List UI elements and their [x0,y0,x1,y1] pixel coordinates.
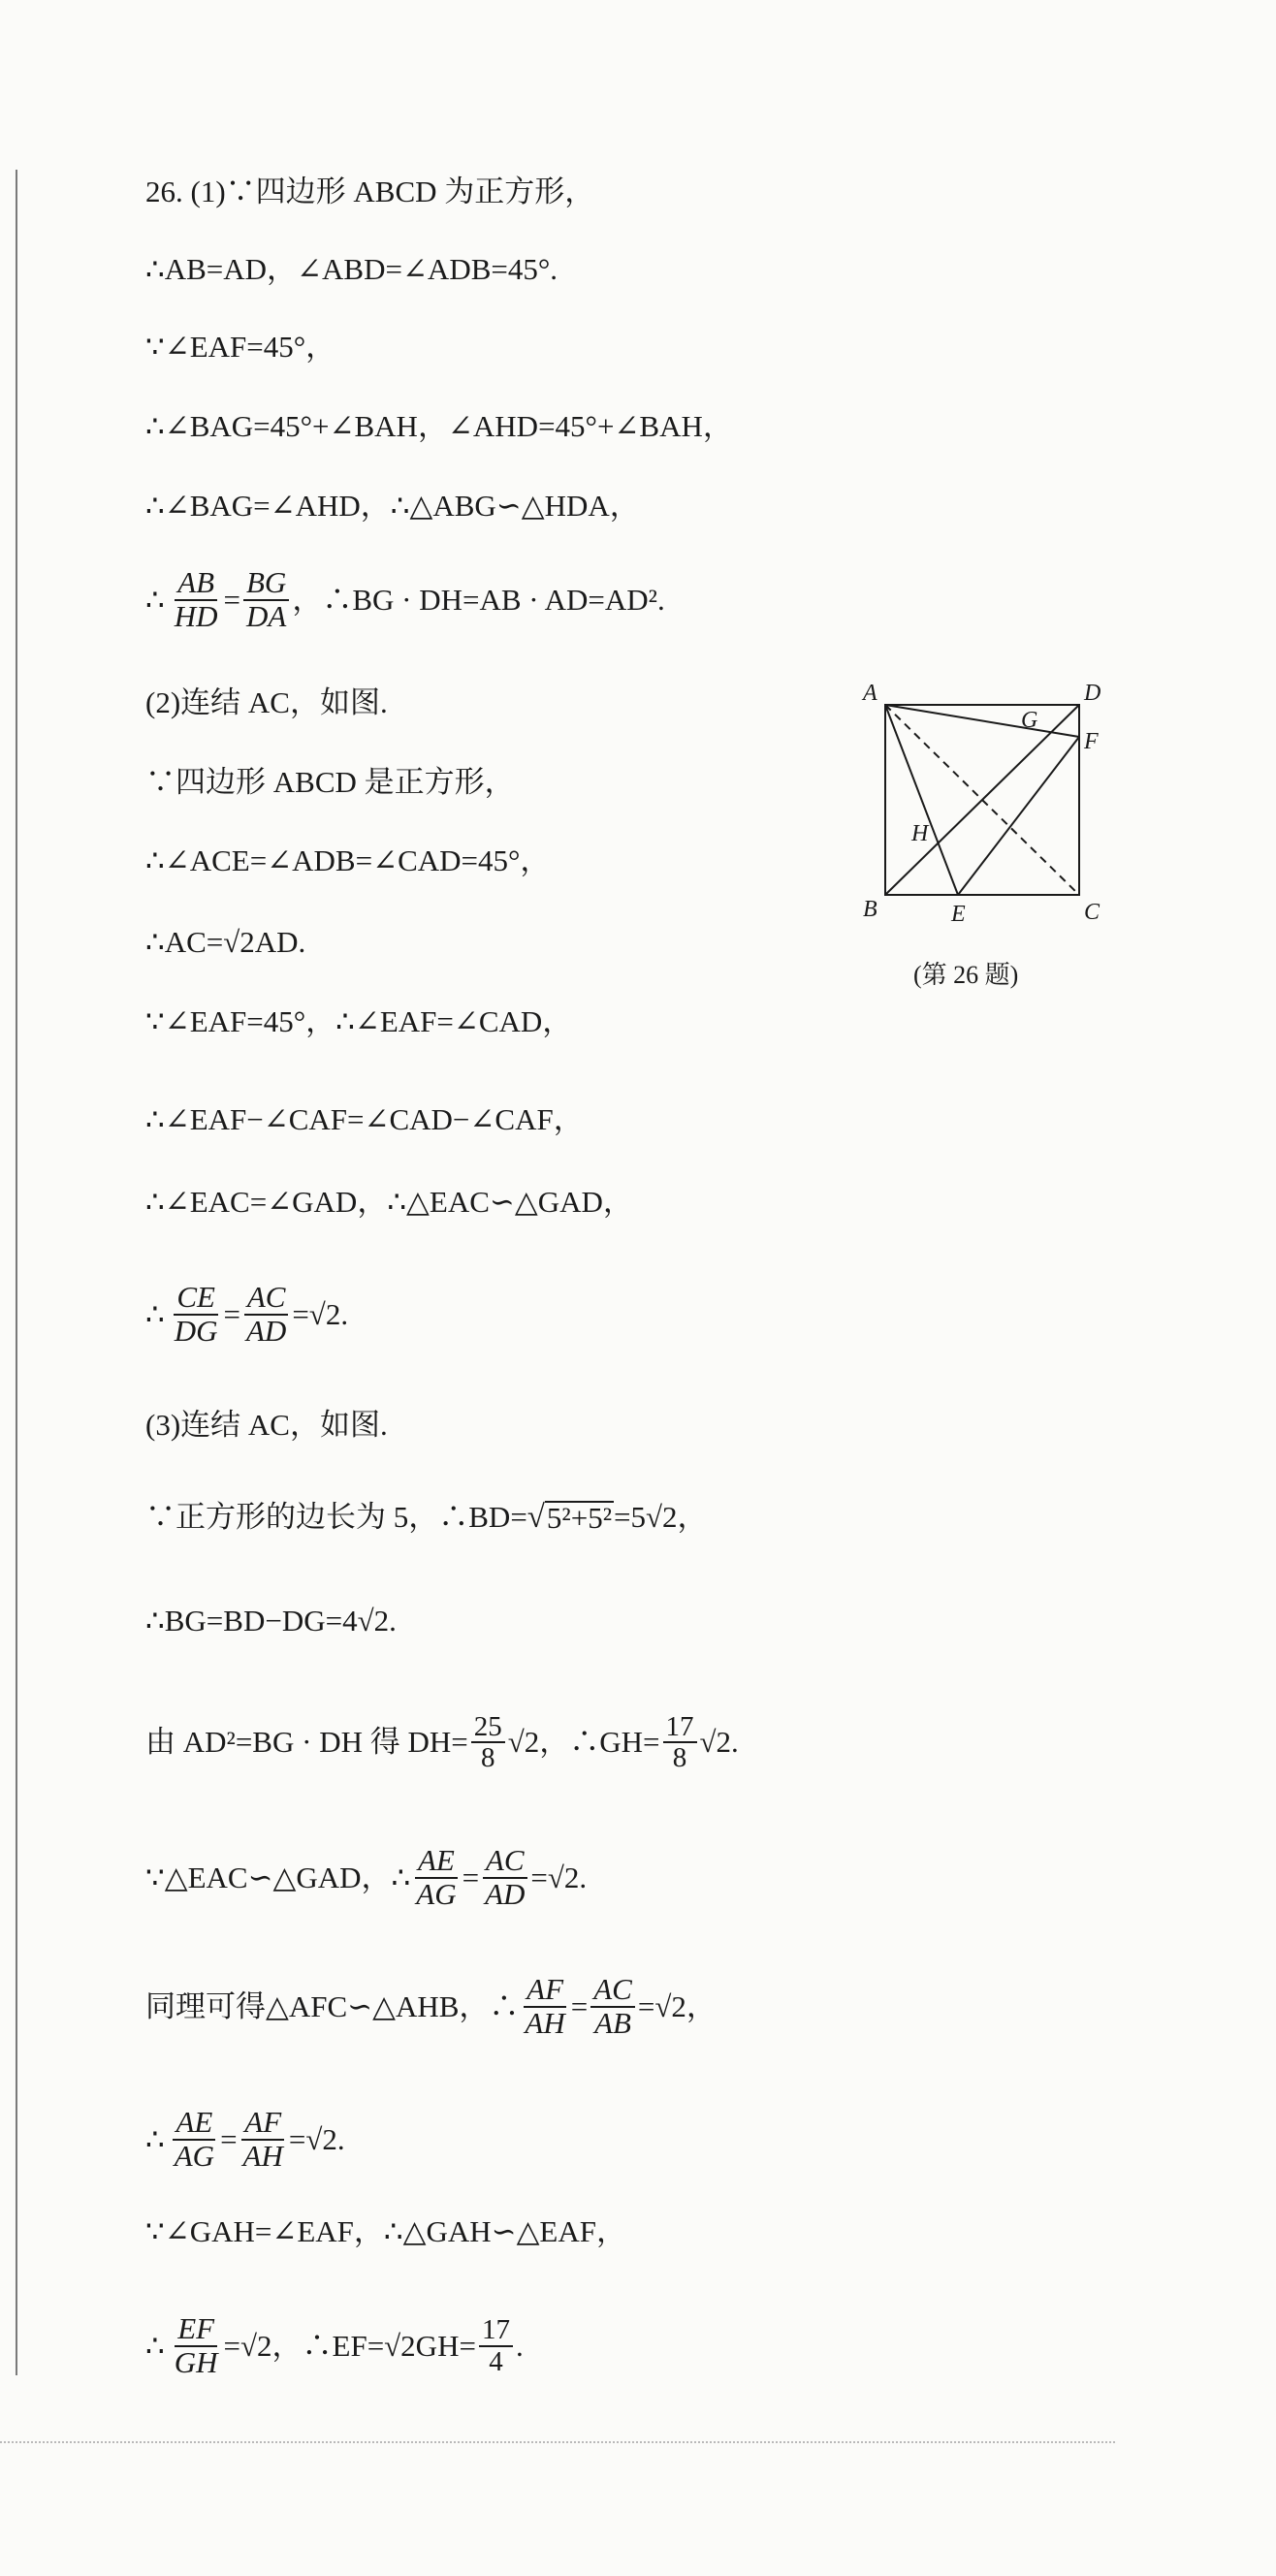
label-f: F [1084,729,1099,754]
therefore-symbol: ∴ [145,1296,165,1331]
equals-sign: = [220,2121,238,2156]
part1-text-4: ∴∠BAG=∠AHD，∴△ABG∽△HDA， [145,489,640,523]
fraction-numerator: AF [524,1974,566,2008]
sqrt-expression [527,1501,614,1535]
part2-text-1: (2)连结 AC，如图. [145,685,388,719]
part2-line-6 [145,1100,584,1139]
part3-ratio2-line [145,1974,717,2039]
segment-ef [958,737,1079,895]
label-a: A [863,681,877,706]
fraction-numerator: AC [244,1282,289,1316]
part1-line-3 [145,407,733,446]
bg-line-text: ∴BG=BD−DG=4√2. [145,1604,397,1638]
part2-line-3 [145,842,550,880]
fraction-numerator: AE [415,1845,458,1879]
therefore-symbol: ∴ [145,2121,165,2156]
part3-bg-line [145,1602,397,1640]
part2-line-4 [145,923,305,962]
fraction-numerator: AC [483,1845,527,1879]
part1-line-1 [145,250,558,289]
fraction-denominator: AB [594,2005,631,2040]
part2-text-5: ∵∠EAF=45°，∴∠EAF=∠CAD， [145,1004,573,1038]
fraction-numerator: CE [174,1282,218,1316]
fraction-17-8 [663,1712,697,1773]
fraction-numerator: EF [175,2313,217,2347]
radicand: 5²+5² [546,1500,612,1535]
fraction-denominator: AG [174,2138,215,2173]
part3-ratio1-line [145,1845,587,1910]
final-post: . [515,2328,524,2363]
fraction-ac-ad [243,1282,289,1347]
fraction-numerator: 25 [471,1712,505,1743]
fraction-denominator: DG [174,1313,218,1348]
dh-line-post: √2. [699,1725,739,1760]
radical-sign: √ [526,1500,545,1536]
dh-line-pre: 由 AD²=BG · DH 得 DH= [145,1725,468,1760]
figure-caption: (第 26 题) [913,961,1019,989]
part2-final-line [145,1282,348,1347]
fraction-denominator: GH [174,2344,218,2379]
part2-text-3: ∴∠ACE=∠ADB=∠CAD=45°， [145,843,551,877]
problem-header [145,173,594,211]
part2-line-1 [145,684,388,722]
fraction-denominator: 4 [489,2345,503,2377]
fraction-numerator: BG [243,567,289,601]
fraction-numerator: AC [590,1974,635,2008]
fraction-denominator: AH [525,2005,565,2040]
label-b: B [863,897,877,922]
final-mid: =√2，∴EF=√2GH= [223,2328,476,2363]
ratio3-post: =√2. [288,2121,345,2156]
part1-text-2: ∵∠EAF=45°， [145,330,336,364]
part1-text-3: ∴∠BAG=45°+∠BAH，∠AHD=45°+∠BAH， [145,409,733,443]
fraction-ef-gh [172,2313,221,2378]
sim-line-text: ∵∠GAH=∠EAF，∴△GAH∽△EAF， [145,2214,626,2248]
fraction-ae-ag [172,2107,217,2172]
part3-ratio3-line [145,2107,345,2172]
fraction-ab-hd [172,567,221,632]
fraction-numerator: AE [173,2107,215,2141]
fraction-numerator: AF [241,2107,284,2141]
fraction-25-8 [471,1712,505,1773]
fraction-denominator: AD [246,1313,287,1348]
fraction-bg-da [243,567,289,632]
bd-line-post: =5√2， [614,1500,708,1534]
therefore-symbol: ∴ [145,2328,165,2363]
label-e: E [951,902,966,927]
part3-bd-line [145,1498,708,1537]
part2-text-2: ∵四边形 ABCD 是正方形， [145,765,515,799]
ratio1-pre: ∵△EAC∽△GAD，∴ [145,1860,411,1894]
part1-text-1: ∴AB=AD，∠ABD=∠ADB=45°. [145,252,558,286]
equals-sign: = [462,1860,480,1894]
fraction-ac-ab [590,1974,635,2039]
part3-final-line [145,2313,524,2378]
fraction-numerator: 17 [479,2315,513,2346]
fraction-denominator: AD [485,1876,526,1911]
fraction-ce-dg [172,1282,221,1347]
bd-line-pre: ∵正方形的边长为 5，∴BD= [145,1500,527,1534]
dh-line-mid: √2，∴GH= [507,1725,660,1760]
part3-dh-line [145,1712,739,1773]
label-g: G [1021,708,1038,733]
equals-sign: = [223,1296,240,1331]
fraction-numerator: AB [175,567,217,601]
equals-sign: = [570,1988,589,2023]
left-margin-rule [16,170,17,2375]
part3-sim-line [145,2212,626,2251]
label-d: D [1084,681,1101,706]
problem-header-text: 26. (1)∵四边形 ABCD 为正方形， [145,175,595,208]
bottom-dotted-rule [0,2441,1115,2443]
fraction-numerator: 17 [663,1712,697,1743]
fraction-denominator: 8 [480,1742,495,1774]
part2-text-7: ∴∠EAC=∠GAD，∴△EAC∽△GAD， [145,1185,633,1219]
geometry-figure [842,679,1132,940]
fraction-denominator: 8 [672,1742,687,1774]
fraction-ac-ad [482,1845,527,1910]
part2-line-5 [145,1002,572,1041]
label-h: H [911,821,929,846]
part1-final-tail: ，∴BG · DH=AB · AD=AD². [292,582,665,617]
fraction-denominator: DA [246,598,287,633]
label-c: C [1084,900,1101,925]
fraction-af-ah [240,2107,286,2172]
fraction-17-4 [479,2315,513,2376]
therefore-symbol: ∴ [145,582,165,617]
part2-final-tail: =√2. [292,1296,349,1331]
part2-text-4: ∴AC=√2AD. [145,925,306,959]
fraction-ae-ag [413,1845,459,1910]
ratio1-post: =√2. [530,1860,588,1894]
part3-intro [145,1406,388,1445]
ratio2-post: =√2， [637,1988,717,2023]
part2-text-6: ∴∠EAF−∠CAF=∠CAD−∠CAF， [145,1102,584,1136]
part3-intro-text: (3)连结 AC，如图. [145,1408,388,1442]
equals-sign: = [223,582,240,617]
fraction-denominator: AG [416,1876,457,1911]
part1-line-2 [145,328,335,366]
fraction-af-ah [522,1974,567,2039]
part1-final-line [145,567,665,632]
ratio2-pre: 同理可得△AFC∽△AHB，∴ [145,1988,520,2023]
segment-ae [885,705,958,895]
part1-line-4 [145,487,640,525]
fraction-denominator: HD [174,598,218,633]
part2-line-2 [145,763,515,802]
part2-line-7 [145,1183,633,1222]
fraction-denominator: AH [242,2138,283,2173]
